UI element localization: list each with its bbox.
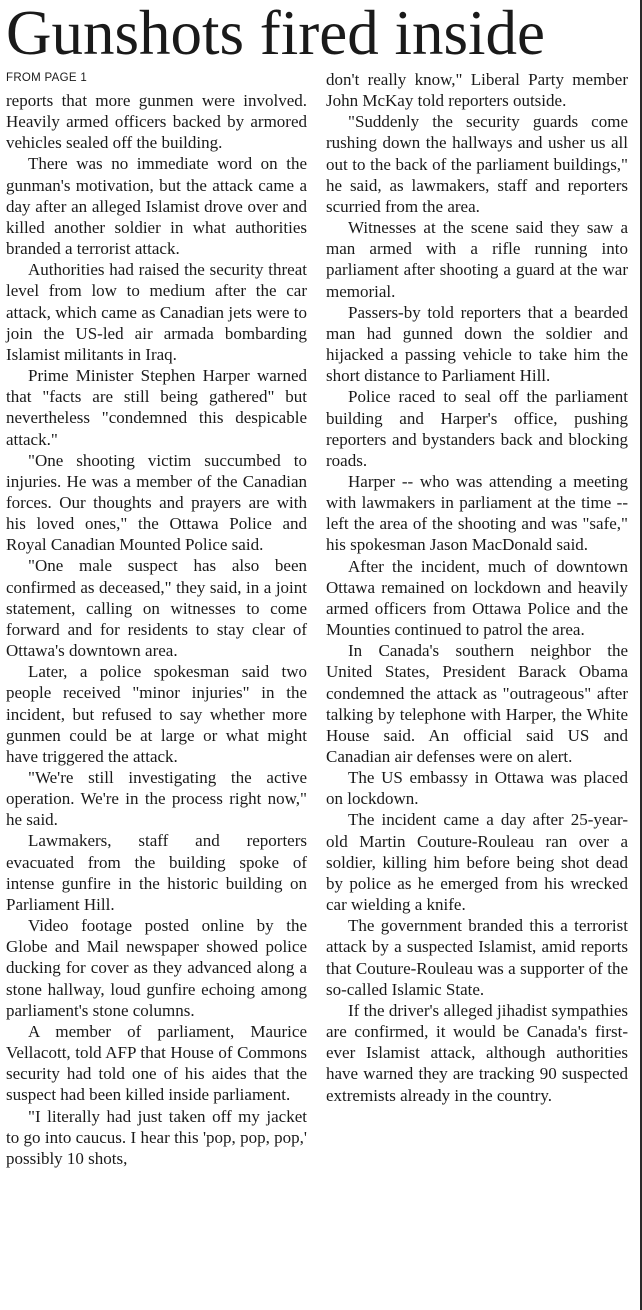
paragraph: Witnesses at the scene said they saw a man armed with a rifle running into parliament after shooting a guard at the war memorial. [326, 218, 628, 301]
paragraph: If the driver's alleged jihadist sympathies are confirmed, it would be Canada's first-ever Islamist attack, although authorities have warned they are tracking 90 suspected extremists already in the country. [326, 1000, 628, 1105]
paragraph: The US embassy in Ottawa was placed on lockdown. [326, 768, 628, 809]
paragraph: "We're still investigating the active operation. We're in the process right now," he said. [6, 768, 307, 830]
paragraph: Later, a police spokesman said two people received "minor injuries" in the incident, but refused to say whether more gunmen could be at large or what might have triggered the attack. [6, 662, 307, 766]
paragraph: Passers-by told reporters that a bearded man had gunned down the soldier and hijacked a passing vehicle to take him the short distance to Parliament Hill. [326, 302, 628, 386]
paragraph: After the incident, much of downtown Ottawa remained on lockdown and heavily armed officers from Ottawa Police and the Mounties continued to patrol the area. [326, 556, 628, 640]
paragraph: "Suddenly the security guards come rushing down the hallways and usher us all out to the back of the parliament buildings," he said, as lawmakers, staff and reporters scurried from the area. [326, 112, 628, 216]
paragraph: don't really know," Liberal Party member John McKay told reporters outside. [326, 70, 628, 111]
article-column-left [6, 69, 307, 1169]
paragraph: Authorities had raised the security threat level from low to medium after the car attack, which came as Canadian jets were to join the US-led air armada bombarding Islamist militants in Iraq. [6, 260, 307, 364]
paragraph: Lawmakers, staff and reporters evacuated from the building spoke of intense gunfire in the historic building on Parliament Hill. [6, 831, 307, 914]
paragraph: "One shooting victim succumbed to injuries. He was a member of the Canadian forces. Our thoughts and prayers are with his loved ones," the Ottawa Police and Royal Canadian Mounted Police said. [6, 450, 307, 555]
paragraph: The incident came a day after 25-year-old Martin Couture-Rouleau ran over a soldier, killing him before being shot dead by police as he emerged from his wrecked car wielding a knife. [326, 810, 628, 915]
article-column-right [326, 69, 628, 1106]
paragraph: Harper -- who was attending a meeting with lawmakers in parliament at the time -- left the area of the shooting and was "safe," his spokesman Jason MacDonald said. [326, 471, 628, 555]
paragraph: reports that more gunmen were involved. Heavily armed officers backed by armored vehicles sealed off the building. [6, 91, 307, 153]
paragraph: The government branded this a terrorist attack by a suspected Islamist, amid reports that Couture-Rouleau was a supporter of the so-called Islamic State. [326, 916, 628, 999]
paragraph: Police raced to seal off the parliament building and Harper's office, pushing reporters and bystanders back and blocking roads. [326, 387, 628, 470]
paragraph: There was no immediate word on the gunman's motivation, but the attack came a day after an alleged Islamist drove over and killed another soldier in what authorities branded a terrorist attack. [6, 154, 307, 259]
paragraph: "One male suspect has also been confirmed as deceased," they said, in a joint statement, calling on witnesses to come forward and for residents to stay clear of Ottawa's downtown area. [6, 556, 307, 661]
continuation-kicker: FROM PAGE 1 [6, 72, 88, 84]
paragraph: Prime Minister Stephen Harper warned that "facts are still being gathered" but nevertheless "condemned this despicable attack." [6, 366, 307, 449]
paragraph: In Canada's southern neighbor the United States, President Barack Obama condemned the attack as "outrageous" after talking by telephone with Harper, the White House said. An official said US and Canadian air defenses were on alert. [326, 641, 628, 766]
paragraph: A member of parliament, Maurice Vellacott, told AFP that House of Commons security had told one of his aides that the suspect had been killed inside parliament. [6, 1021, 307, 1105]
headline: Gunshots fired inside [6, 0, 545, 68]
paragraph: Video footage posted online by the Globe and Mail newspaper showed police ducking for cover as they advanced along a stone hallway, loud gunfire echoing among parliament's stone columns. [6, 916, 307, 1020]
paragraph: "I literally had just taken off my jacket to go into caucus. I hear this 'pop, pop, pop,' possibly 10 shots, [6, 1106, 307, 1168]
